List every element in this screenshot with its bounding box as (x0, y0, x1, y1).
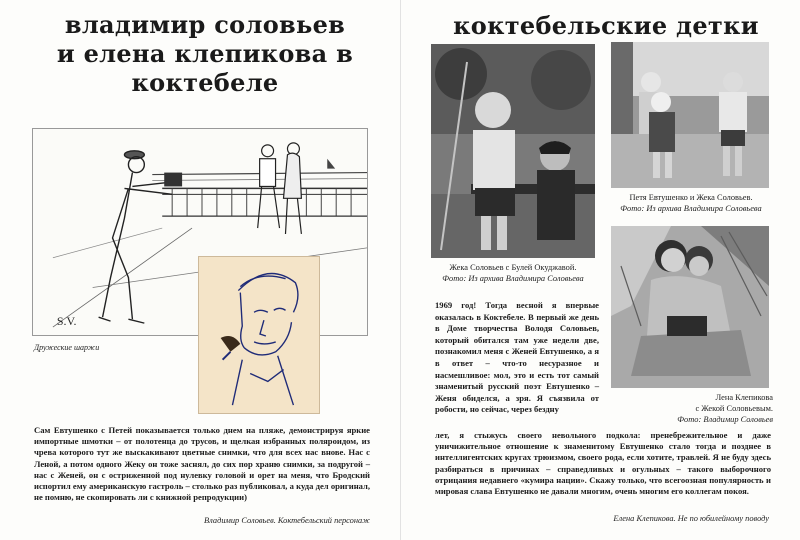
photo-lena-zheka (611, 226, 769, 388)
cartoon-caption: Дружеские шаржи (34, 343, 100, 352)
body-text: Сам Евтушенко с Петей показывается только днем на пляже, демонстрируя яркие импортные шмотки – от полотенца до трусов, и щелкая избранных поляроидом, из чрева которого тут же выскакивают цветные снимки, что для всех нас внове. Нас с Леной, а потом одного Жеку он тоже заснял, до сих пор храню снимки, за подругой – нас с Женей, он с остриженной под нулевку головой и орет на меня, что Бродский испортил ему американскую гастроль – столько раз публиковал, а куда дел оригинал, не помню, не скопировать ли с книжной репродукции) (34, 425, 370, 503)
signature: Елена Клепикова. Не по юбилейному поводу (613, 514, 769, 523)
page-title: владимир соловьев и елена клепикова в коктебеле (56, 10, 354, 97)
photo-boys-rod (431, 44, 595, 258)
photo2-caption: Петя Евтушенко и Жека Соловьев. Фото: Из архива Владимира Соловьева (620, 193, 762, 213)
body-text-narrow: 1969 год! Тогда весной я впервые оказалась в Коктебеле. В первый же день в Доме творчества Володя Соловьев, который обитался там уже недели две, познакомил меня с Женей Евтушенко, а я в ответ – что-то несуразное и насмешливое: мол, это и есть тот самый знаменитый русский поэт Евтушенко – Женя обиделся, а зря. Я съязвила от робости, но сейчас, через бездну (435, 300, 599, 415)
portrait-sketch (198, 256, 320, 414)
photo3-caption: Лена Клепикова с Жекой Соловьевым. Фото: Владимир Соловьев (677, 393, 773, 424)
cartoon-signature: S.V. (56, 314, 77, 329)
body-text-wide: лет, я стыжусь своего невольного подкола: пренебрежительное и даже уничижительное отношение к знаменитому Евтушенко стало тогда и позднее в интеллигентских кругах трюизмом, своего рода, если хотите, травлей. Я не буду здесь разбираться в причинах – справедливых и огульных – такого выборочного отрицания недавнего «кумира нации». Скажу только, что всегоозная популярность и мировая слава Евтушенко не давали многим, очень многим его коллегам покоя. (435, 430, 771, 497)
page-title: коктебельские детки (453, 11, 759, 40)
photo-petya-zheka (611, 42, 769, 188)
right-page (400, 0, 800, 540)
photo1-caption: Жека Соловьев с Булей Окуджавой. Фото: Из архива Владимира Соловьева (442, 263, 584, 283)
signature: Владимир Соловьев. Коктебельский персонаж (204, 516, 370, 525)
